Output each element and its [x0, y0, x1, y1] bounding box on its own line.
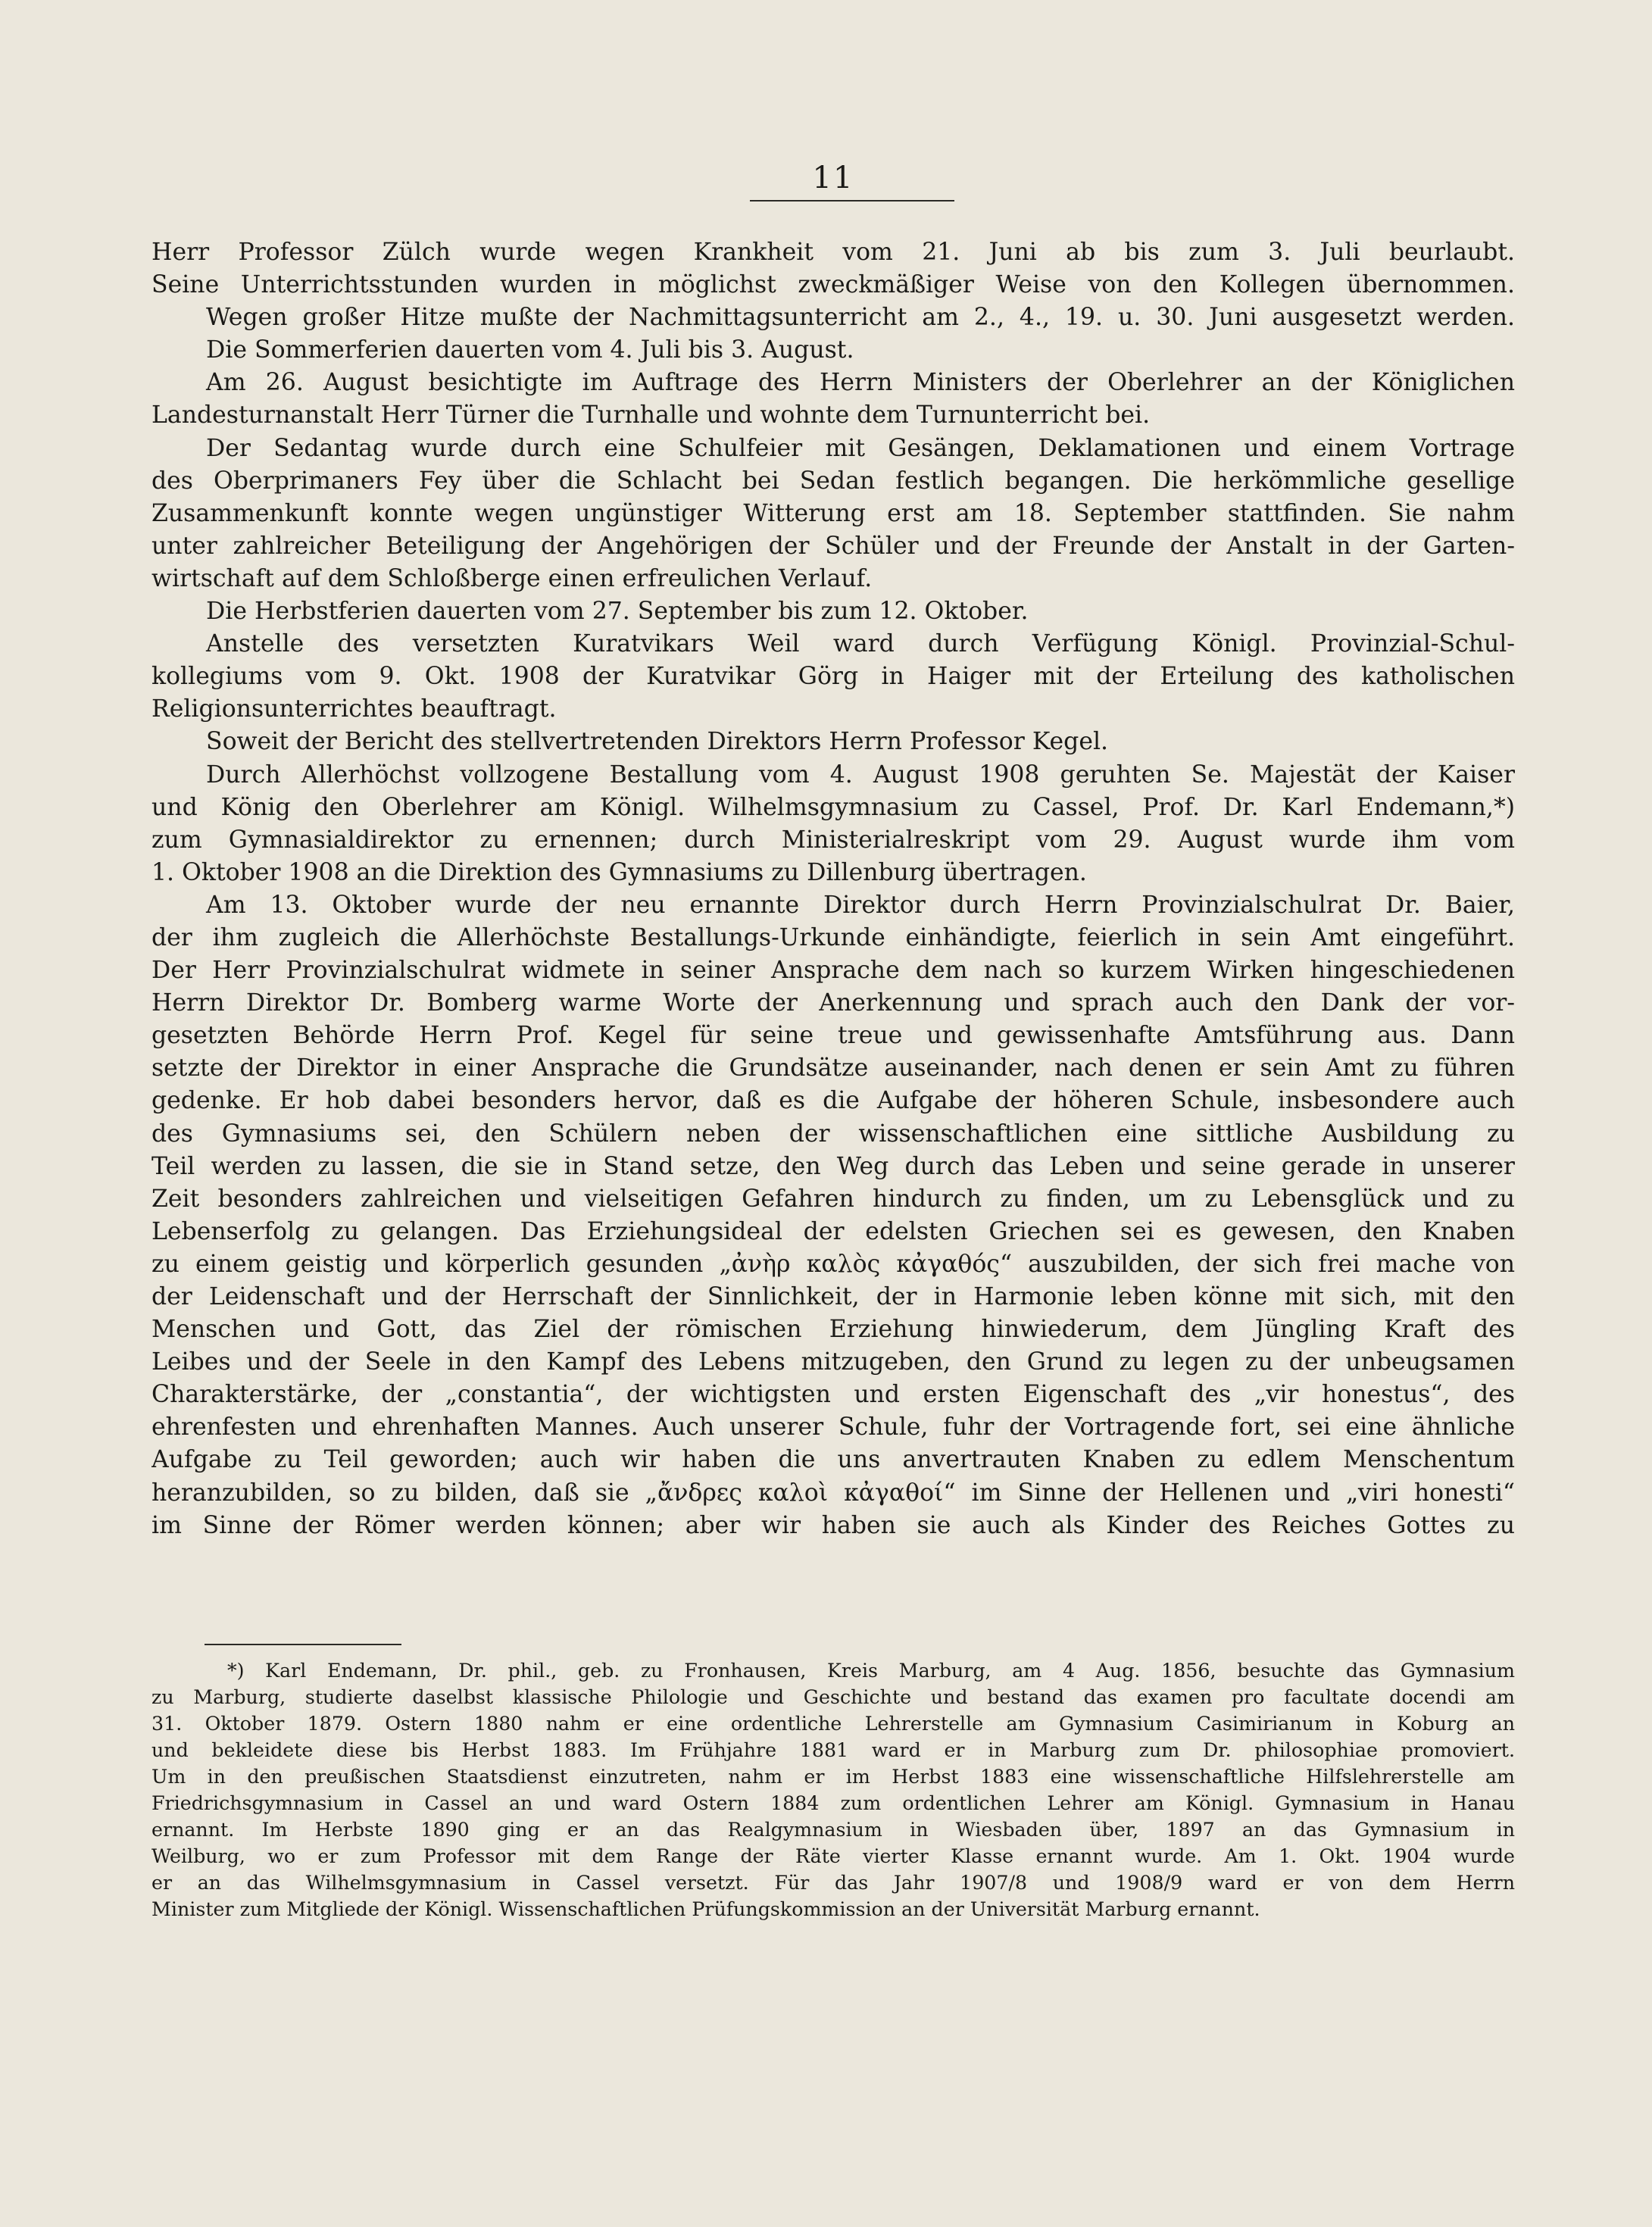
text-line: Landesturnanstalt Herr Türner die Turnhalle und wohnte dem Turnunterricht bei.	[151, 401, 1151, 429]
text-line: des Gymnasiums sei, den Schülern neben der wissenschaftlichen eine sittliche Ausbildung zu	[151, 1120, 1515, 1148]
text-line: zum Gymnasialdirektor zu ernennen; durch Ministerialreskript vom 29. August wurde ihm vom	[151, 826, 1515, 854]
footnote-line: und bekleidete diese bis Herbst 1883. Im Frühjahre 1881 ward er in Marburg zum Dr. philosophiae promoviert.	[151, 1739, 1515, 1761]
text-line: Herrn Direktor Dr. Bomberg warme Worte der Anerkennung und sprach auch den Dank der vor-	[151, 989, 1515, 1017]
text-line: der ihm zugleich die Allerhöchste Bestallungs-Urkunde einhändigte, feierlich in sein Amt eingeführt.	[151, 923, 1515, 951]
footnote	[151, 1657, 1515, 1922]
footnote-line: Minister zum Mitgliede der Königl. Wissenschaftlichen Prüfungskommission an der Universität Marburg ernannt.	[151, 1898, 1260, 1920]
text-line: unter zahlreicher Beteiligung der Angehörigen der Schüler und der Freunde der Anstalt in der Garten-	[151, 532, 1515, 560]
text-line: kollegiums vom 9. Okt. 1908 der Kuratvikar Görg in Haiger mit der Erteilung des katholischen	[151, 663, 1515, 691]
text-line: setzte der Direktor in einer Ansprache die Grundsätze auseinander, nach denen er sein Amt zu führen	[151, 1054, 1515, 1082]
footnote-line: 31. Oktober 1879. Ostern 1880 nahm er eine ordentliche Lehrerstelle am Gymnasium Casimirianum in Koburg an	[151, 1713, 1515, 1735]
page-number: 11	[812, 161, 854, 195]
footnote-line: zu Marburg, studierte daselbst klassische Philologie und Geschichte und bestand das examen pro facultate docendi am	[151, 1686, 1515, 1708]
footnote-line: er an das Wilhelmsgymnasium in Cassel versetzt. Für das Jahr 1907/8 und 1908/9 ward er von dem Herrn	[151, 1872, 1515, 1894]
text-line: Herr Professor Zülch wurde wegen Krankheit vom 21. Juni ab bis zum 3. Juli beurlaubt.	[151, 239, 1515, 266]
text-line: ehrenfesten und ehrenhaften Mannes. Auch unserer Schule, fuhr der Vortragende fort, sei eine ähnliche	[151, 1413, 1515, 1441]
text-line: wirtschaft auf dem Schloßberge einen erfreulichen Verlauf.	[151, 564, 873, 592]
text-line: Charakterstärke, der „constantia“, der wichtigsten und ersten Eigenschaft des „vir honestus“, des	[151, 1381, 1515, 1409]
text-line: Am 26. August besichtigte im Auftrage des Herrn Ministers der Oberlehrer an der Königlichen	[206, 369, 1515, 397]
text-line: Anstelle des versetzten Kuratvikars Weil ward durch Verfügung Königl. Provinzial-Schul-	[206, 630, 1515, 658]
text-line: gesetzten Behörde Herrn Prof. Kegel für seine treue und gewissenhafte Amtsführung aus. Dann	[151, 1022, 1515, 1050]
text-line: und König den Oberlehrer am Königl. Wilhelmsgymnasium zu Cassel, Prof. Dr. Karl Endemann,*)	[151, 793, 1515, 821]
text-line: Lebenserfolg zu gelangen. Das Erziehungsideal der edelsten Griechen sei es gewesen, den Knaben	[151, 1217, 1515, 1245]
text-line: Menschen und Gott, das Ziel der römischen Erziehung hinwiederum, dem Jüngling Kraft des	[151, 1316, 1515, 1344]
text-line: 1. Oktober 1908 an die Direktion des Gymnasiums zu Dillenburg übertragen.	[151, 858, 1087, 886]
footnote-line: Friedrichsgymnasium in Cassel an und ward Ostern 1884 zum ordentlichen Lehrer am Königl. Gymnasium in Hanau	[151, 1792, 1515, 1814]
text-line: Zusammenkunft konnte wegen ungünstiger Witterung erst am 18. September stattfinden. Sie nahm	[151, 499, 1515, 527]
footnote-line: ernannt. Im Herbste 1890 ging er an das Realgymnasium in Wiesbaden über, 1897 an das Gymnasium in	[151, 1819, 1515, 1841]
text-line: Am 13. Oktober wurde der neu ernannte Direktor durch Herrn Provinzialschulrat Dr. Baier,	[206, 891, 1515, 919]
text-line: Seine Unterrichtsstunden wurden in möglichst zweckmäßiger Weise von den Kollegen übernommen.	[151, 271, 1515, 299]
text-line: Leibes und der Seele in den Kampf des Lebens mitzugeben, den Grund zu legen zu der unbeugsamen	[151, 1348, 1515, 1376]
text-line: zu einem geistig und körperlich gesunden „ἀνὴρ καλὸς κἀγαθός“ auszubilden, der sich frei mache von	[151, 1250, 1515, 1278]
text-line: Wegen großer Hitze mußte der Nachmittagsunterricht am 2., 4., 19. u. 30. Juni ausgesetzt werden.	[206, 304, 1515, 332]
text-line: im Sinne der Römer werden können; aber wir haben sie auch als Kinder des Reiches Gottes zu	[151, 1511, 1515, 1539]
text-line: Durch Allerhöchst vollzogene Bestallung vom 4. August 1908 geruhten Se. Majestät der Kaiser	[206, 761, 1515, 789]
text-line: Aufgabe zu Teil geworden; auch wir haben die uns anvertrauten Knaben zu edlem Menschentum	[151, 1446, 1515, 1474]
footnote-line: Weilburg, wo er zum Professor mit dem Range der Räte vierter Klasse ernannt wurde. Am 1. Okt. 1904 wurde	[151, 1845, 1515, 1867]
text-line: Religionsunterrichtes beauftragt.	[151, 695, 557, 723]
text-line: der Leidenschaft und der Herrschaft der Sinnlichkeit, der in Harmonie leben könne mit sich, mit den	[151, 1283, 1515, 1310]
text-line: des Oberprimaners Fey über die Schlacht bei Sedan festlich begangen. Die herkömmliche gesellige	[151, 467, 1515, 495]
footnote-line: *) Karl Endemann, Dr. phil., geb. zu Fronhausen, Kreis Marburg, am 4 Aug. 1856, besuchte das Gymnasium	[227, 1660, 1515, 1682]
header-rule	[750, 200, 954, 201]
text-line: heranzubilden, so zu bilden, daß sie „ἄνδρες καλοὶ κἀγαθοί“ im Sinne der Hellenen und „viri honesti“	[151, 1479, 1515, 1507]
text-line: Teil werden zu lassen, die sie in Stand setze, den Weg durch das Leben und seine gerade in unserer	[151, 1152, 1515, 1180]
text-line: Die Sommerferien dauerten vom 4. Juli bis 3. August.	[206, 336, 854, 364]
footnote-rule	[205, 1644, 401, 1645]
text-line: Zeit besonders zahlreichen und vielseitigen Gefahren hindurch zu finden, um zu Lebensglück und zu	[151, 1185, 1515, 1213]
main-text	[151, 236, 1515, 1542]
text-line: Soweit der Bericht des stellvertretenden Direktors Herrn Professor Kegel.	[206, 728, 1109, 756]
text-line: gedenke. Er hob dabei besonders hervor, daß es die Aufgabe der höheren Schule, insbesondere auch	[151, 1087, 1515, 1115]
text-line: Der Sedantag wurde durch eine Schulfeier mit Gesängen, Deklamationen und einem Vortrage	[206, 434, 1515, 462]
text-line: Der Herr Provinzialschulrat widmete in seiner Ansprache dem nach so kurzem Wirken hingeschiedenen	[151, 957, 1515, 985]
text-line: Die Herbstferien dauerten vom 27. September bis zum 12. Oktober.	[206, 598, 1029, 626]
footnote-line: Um in den preußischen Staatsdienst einzutreten, nahm er im Herbst 1883 eine wissenschaftliche Hilfslehrerstelle am	[151, 1766, 1515, 1788]
